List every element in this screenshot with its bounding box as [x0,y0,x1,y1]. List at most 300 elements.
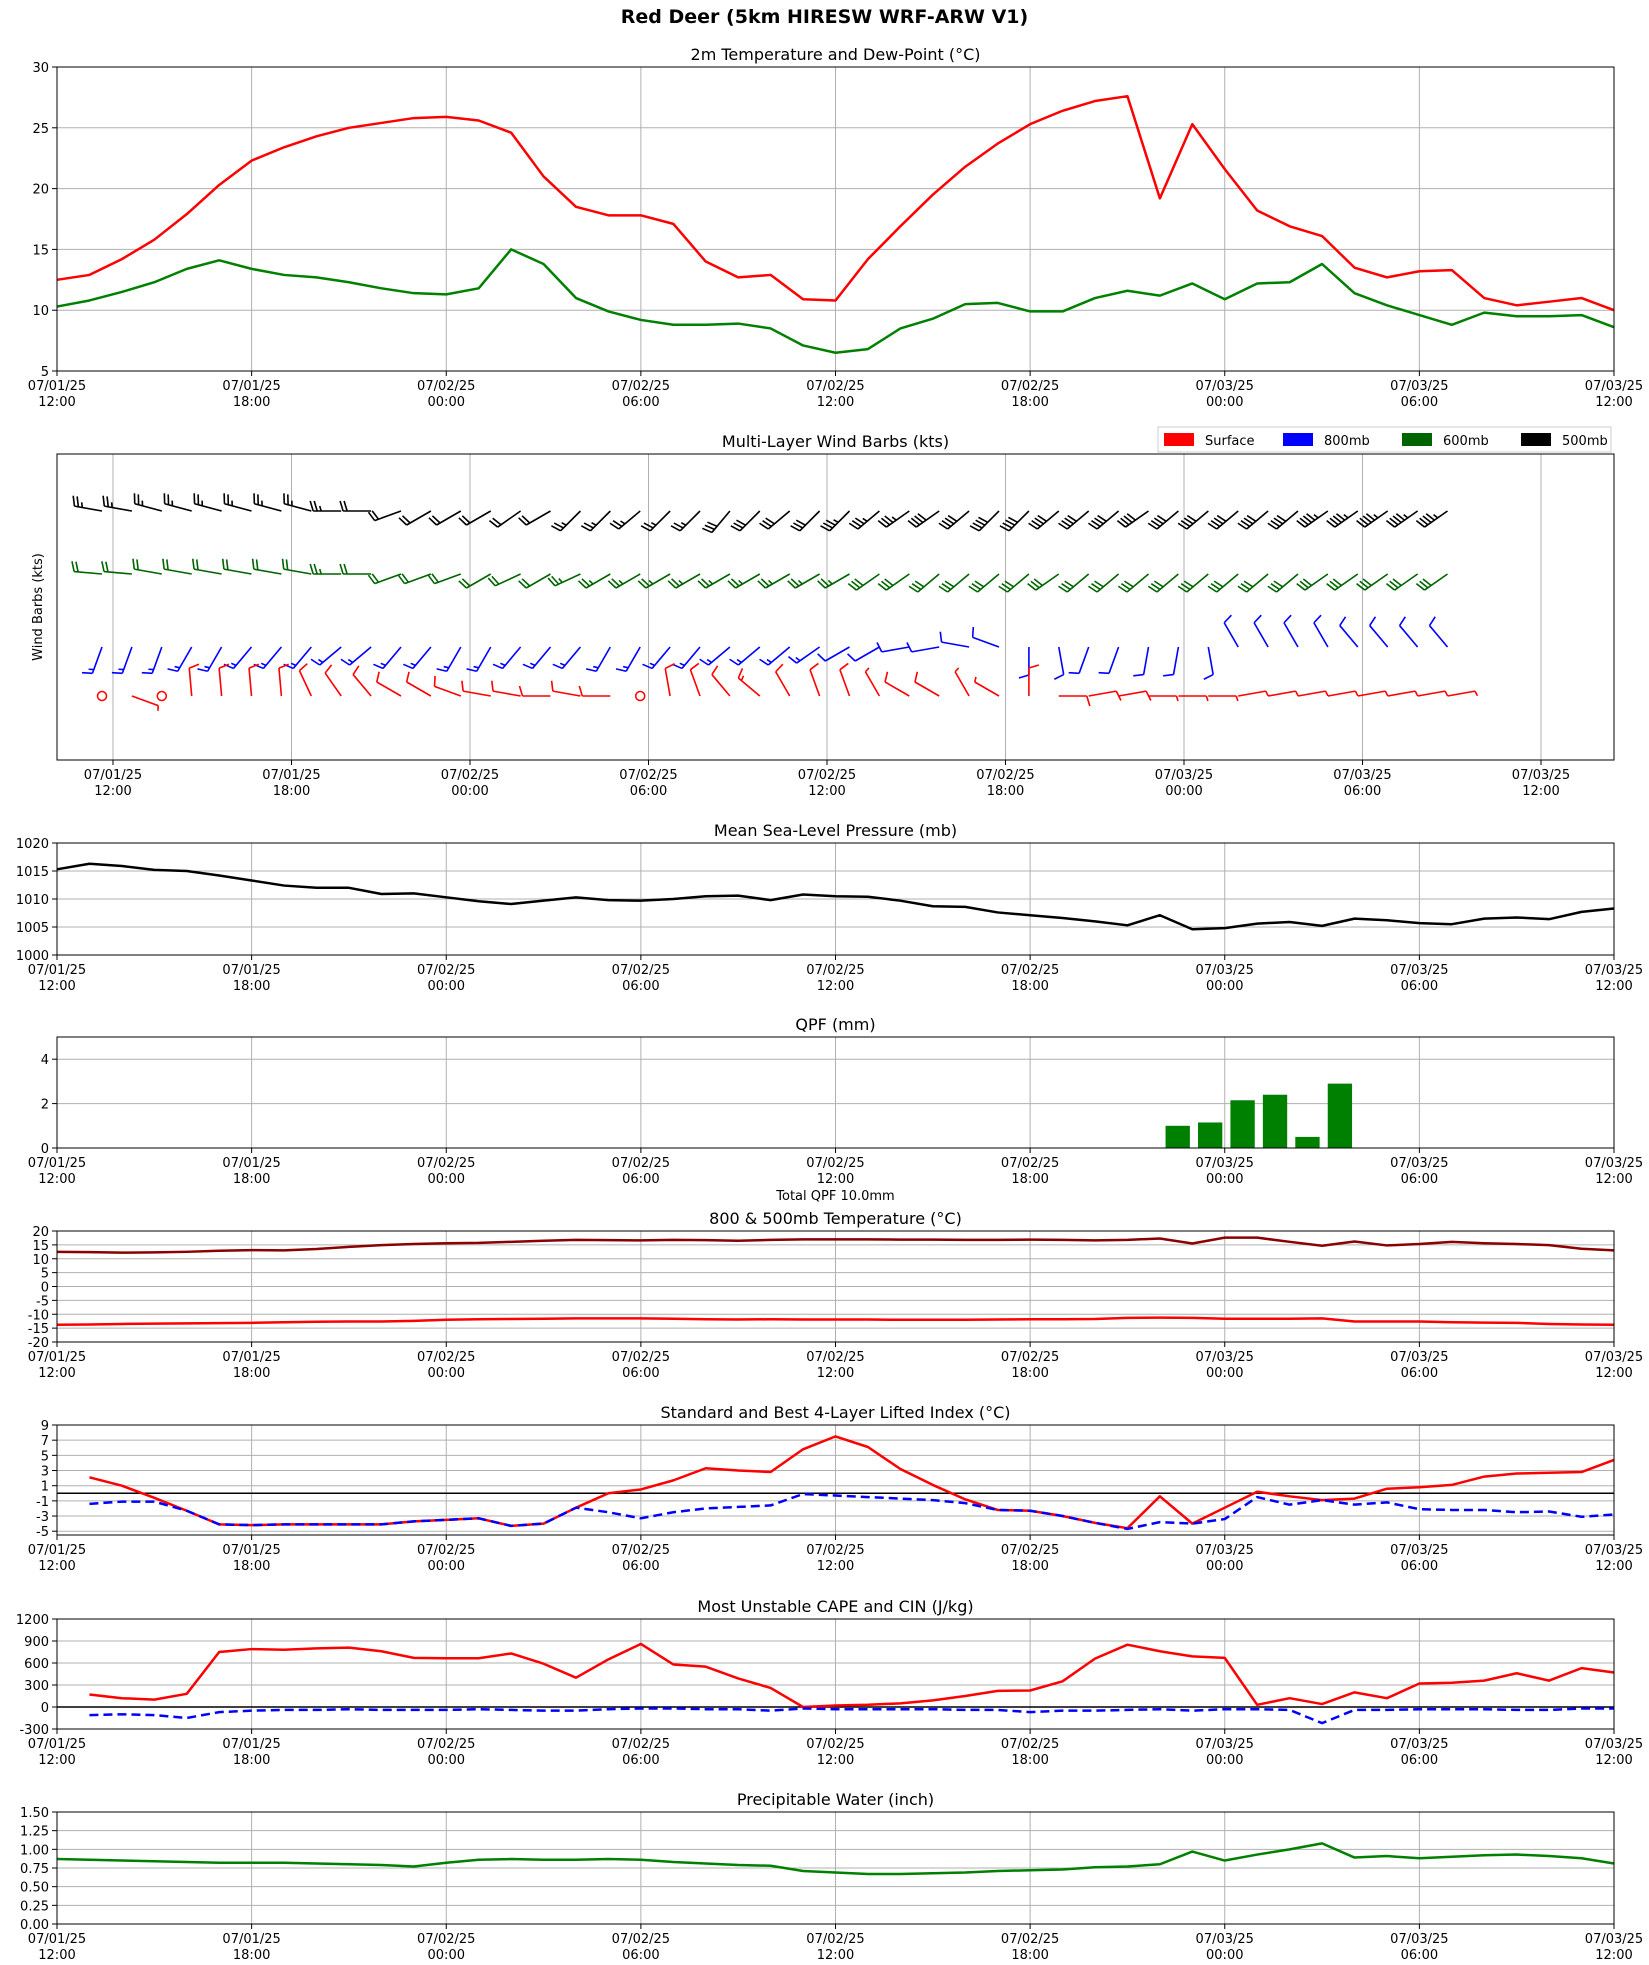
wind-barb-500mb [368,502,401,522]
wind-barb-flag [681,522,686,527]
wind-barb-flag [559,578,562,583]
wind-barb-Surface [1059,696,1090,706]
temp-x-tick-label: 12:00 [816,395,855,410]
wind-barb-800mb [616,642,640,674]
wind-barb-flag [1133,673,1143,678]
wind-barb-600mb [161,559,193,574]
wind-barb-staff [800,511,820,531]
qpf-y-tick-label: 4 [40,1053,49,1069]
wind-barb-staff [152,647,162,673]
wind-barb-flag [75,496,80,506]
wind-barb-flag [105,562,109,572]
qpf-x-tick-label: 07/03/25 [1195,1156,1254,1171]
wind-barb-staff [712,511,730,532]
wind-barb-600mb [281,559,313,574]
wind-barb-800mb [142,644,162,677]
wind-barb-staff [712,675,730,696]
t800500-x-tick-label: 06:00 [1400,1366,1439,1381]
wind-barb-staff [375,574,401,584]
li-x-tick-label: 00:00 [427,1559,465,1574]
wind-barb-600mb [1386,566,1417,592]
wind-barb-flag [411,662,416,666]
pw-x-tick-label: 00:00 [427,1948,465,1963]
wind-barb-staff [555,574,580,586]
wind-barb-500mb [101,496,133,511]
wind-barb-flag [774,664,784,672]
wind-barb-flag [788,655,796,665]
wind-barb-staff [325,673,341,696]
temp-y-tick-label: 5 [40,365,49,380]
wind-barb-staff [738,678,759,696]
cape-x-tick-label: 07/02/25 [611,1737,671,1752]
wind-barb-flag [348,659,352,664]
wind-barb-staff [293,647,311,668]
wind-barb-600mb [191,559,223,574]
wind-barb-staff [619,511,640,529]
wind-barb-flag [579,686,582,696]
wind-barb-500mb [1386,503,1417,529]
wind-barb-600mb [1118,566,1148,594]
wind-barb-flag [255,559,260,569]
cape-x-tick-label: 00:00 [427,1753,465,1768]
wind-barb-flag [760,657,769,667]
wind-barb-staff [413,647,431,668]
wind-barb-staff [164,569,192,574]
wind-barb-500mb [939,503,969,531]
wind-legend-label: 600mb [1443,434,1489,449]
qpf-y-tick-label: 0 [40,1142,49,1157]
wind-barb-staff [353,675,371,696]
cape-x-tick-label: 06:00 [1400,1753,1439,1768]
wind-barb-flag [1099,670,1109,676]
wind-barb-Surface [1388,691,1418,701]
wind-barb-600mb [969,566,999,594]
wind-barb-flag [650,662,655,666]
wind-barb-Surface [710,666,738,696]
wind-barb-staff [377,682,401,696]
wind-barb-staff [562,647,580,668]
wind-barb-staff [1174,647,1179,675]
wind-x-tick-label: 07/02/25 [619,768,678,783]
wind-barb-flag [281,559,286,569]
wind-barb-staff [1268,691,1296,696]
wind-barb-staff [596,647,610,671]
wind-barb-flag [251,559,256,569]
wind-barb-staff [680,511,700,531]
wind-barb-Surface [130,696,159,711]
t800500-y-tick-label: 10 [32,1252,49,1268]
wind-barb-staff [1358,691,1386,696]
wind-barb-flag [101,496,106,506]
wind-x-tick-label: 07/03/25 [1154,768,1214,783]
wind-barb-staff [165,504,192,511]
wind-barb-staff [1157,511,1178,529]
wind-barb-flag [341,657,350,667]
wind-barb-flag [340,564,343,574]
pw-x-tick-label: 07/02/25 [611,1932,671,1947]
qpf-bar [1295,1137,1319,1148]
wind-barb-flag [132,493,137,503]
mslp-x-tick-label: 07/01/25 [27,963,87,978]
wind-barb-flag [954,668,959,672]
cape-x-tick-label: 00:00 [1206,1753,1244,1768]
wind-barb-800mb [1163,645,1178,677]
t800500-x-tick-label: 07/02/25 [417,1350,476,1365]
wind-barb-600mb [878,566,909,592]
wind-barb-staff [1067,574,1088,592]
wind-barb-flag [710,666,720,675]
wind-barb-500mb [970,504,999,533]
wind-barb-flag [101,561,105,571]
wind-barb-500mb [192,493,225,511]
wind-barb-Surface [279,664,292,696]
qpf-x-tick-label: 07/02/25 [1000,1156,1060,1171]
wind-barb-500mb [519,502,551,526]
wind-barb-800mb [553,641,581,671]
wind-barb-800mb [1049,647,1064,679]
qpf-x-tick-label: 07/01/25 [27,1156,87,1171]
wind-barb-flag [374,672,382,682]
pw-x-tick-label: 07/03/25 [1195,1932,1254,1947]
wind-barb-staff [254,569,282,574]
wind-barb-600mb [1297,566,1328,592]
wind-barb-800mb [1312,615,1336,647]
wind-barb-staff [533,647,551,668]
wind-barb-800mb [907,637,939,652]
wind-barb-staff [320,647,341,665]
wind-barb-staff [1059,647,1064,675]
wind-barb-staff [263,647,281,668]
wind-barb-flag [863,517,867,522]
wind-barb-staff [840,670,850,696]
li-title: Standard and Best 4-Layer Lifted Index (°C) [660,1403,1011,1422]
wind-barb-flag [157,706,160,711]
wind-barb-Surface [404,672,436,696]
wind-barb-flag [1253,615,1263,623]
wind-barb-staff [948,511,969,529]
wind-barb-500mb [1208,503,1238,531]
wind-barb-flag [310,501,313,511]
wind-barb-flag [739,580,743,585]
wind-barb-500mb [1268,503,1298,531]
li-y-tick-label: 1 [40,1479,49,1495]
wind-barb-staff [1224,623,1238,647]
mslp-x-tick-label: 07/02/25 [611,963,671,978]
cape-x-tick-label: 07/02/25 [806,1737,865,1752]
wind-barb-flag [679,580,683,585]
wind-x-tick-label: 07/03/25 [1333,768,1392,783]
wind-barb-flag [1374,514,1378,519]
wind-barb-staff [1119,691,1147,696]
wind-barb-staff [104,572,132,574]
wind-barb-flag [1163,673,1173,678]
mslp-x-tick-label: 00:00 [427,979,465,994]
wind-barb-flag [560,662,565,666]
wind-barb-staff [1284,623,1298,647]
pw-x-tick-label: 07/01/25 [27,1932,87,1947]
qpf-x-tick-label: 12:00 [38,1172,76,1187]
wind-barb-staff [219,668,221,696]
wind-barb-flag [1326,691,1328,696]
wind-barb-staff [194,569,222,574]
mslp-x-tick-label: 06:00 [622,979,660,994]
wind-barb-Surface [1178,696,1208,701]
wind-barb-600mb [728,565,760,589]
cape-x-tick-label: 07/03/25 [1584,1737,1644,1752]
cape-series-0-line [89,1644,1614,1707]
wind-barb-500mb [641,504,670,533]
wind-barb-flag [550,681,555,691]
wind-barb-staff [738,647,759,665]
temp-x-tick-label: 07/02/25 [806,379,865,394]
cape-x-tick-label: 07/01/25 [222,1737,281,1752]
wind-barb-800mb [1368,617,1396,647]
wind-x-tick-label: 06:00 [629,784,668,799]
wind-barb-600mb [698,565,730,589]
wind-barb-flag [381,662,386,666]
wind-barb-flag [1177,696,1179,701]
wind-barb-Surface [1298,691,1328,701]
wind-barb-staff [1277,511,1298,529]
li-x-tick-label: 07/03/25 [1584,1543,1644,1558]
pw-x-tick-label: 12:00 [816,1948,855,1963]
wind-barb-Surface [865,668,884,696]
wind-barb-flag [1385,691,1387,696]
wind-barb-500mb [908,503,939,529]
wind-barb-800mb [112,644,132,677]
wind-barb-flag [231,662,236,666]
wind-barb-Surface [1119,691,1151,706]
wind-x-tick-label: 18:00 [986,784,1025,799]
wind-barb-staff [526,511,550,525]
li-series-1-line [89,1494,1614,1529]
wind-barb-flag [142,670,152,676]
wind-barb-flag [1312,615,1322,623]
wind-barb-600mb [1059,566,1089,594]
wind-barb-600mb [909,566,939,594]
t800500-x-tick-label: 07/01/25 [27,1350,87,1365]
wind-barb-flag [281,493,286,503]
qpf-x-tick-label: 18:00 [232,1172,271,1187]
wind-barb-staff [1009,511,1029,531]
wind-barb-flag [75,562,79,572]
cape-x-tick-label: 07/03/25 [1195,1737,1254,1752]
wind-legend-label: Surface [1205,434,1255,449]
wind-barb-staff [626,647,640,671]
wind-barb-flag [707,659,711,664]
wind-barb-flag [700,657,709,667]
wind-barb-flag [1445,691,1447,696]
wind-barb-flag [520,686,523,696]
wind-barb-Surface [809,663,829,696]
wind-barb-flag [351,666,361,675]
wind-barb-flag [1434,514,1438,519]
wind-barb-500mb [429,502,461,526]
qpf-x-tick-label: 00:00 [427,1172,465,1187]
wind-barb-flag [261,662,266,666]
wind-barb-flag [769,580,773,585]
wind-barb-800mb [197,642,221,674]
wind-barb-flag [221,559,226,569]
wind-barb-flag [1344,514,1348,519]
wind-title: Multi-Layer Wind Barbs (kts) [721,432,950,451]
cape-y-tick-label: 1200 [15,1613,49,1628]
mslp-y-tick-label: 1015 [15,865,49,880]
wind-barb-staff [495,574,520,586]
wind-barb-600mb [71,561,103,574]
wind-barb-800mb [1198,647,1213,679]
li-y-tick-label: -3 [36,1510,49,1526]
t800500-y-tick-label: 5 [40,1266,49,1282]
wind-barb-800mb [877,637,909,652]
wind-barb-flag [592,522,597,527]
temp-x-tick-label: 07/01/25 [222,379,281,394]
wind-barb-staff [383,647,401,668]
wind-barb-600mb [578,565,610,589]
wind-barb-staff [948,574,969,592]
wind-barb-800mb [1069,644,1089,677]
wind-barb-flag [136,494,141,504]
li-y-tick-label: -5 [36,1525,49,1541]
wind-barb-flag [1404,514,1408,519]
pw-x-tick-label: 07/02/25 [806,1932,865,1947]
li-x-tick-label: 07/02/25 [1000,1543,1060,1558]
t800500-x-tick-label: 07/03/25 [1195,1350,1254,1365]
wind-x-tick-label: 06:00 [1343,784,1382,799]
t800500-title: 800 & 500mb Temperature (°C) [709,1209,962,1228]
wind-barb-flag [131,559,136,569]
li-y-tick-label: 9 [40,1419,49,1434]
temp-x-tick-label: 07/02/25 [611,379,671,394]
wind-barb-flag [1283,615,1293,623]
wind-barb-staff [1247,511,1268,529]
mslp-x-tick-label: 07/03/25 [1584,963,1644,978]
wind-barb-500mb [1088,503,1118,531]
wind-barb-600mb [668,565,700,589]
qpf-x-tick-label: 07/01/25 [222,1156,281,1171]
qpf-bar [1198,1122,1222,1148]
wind-barb-Surface [432,676,465,696]
temp-y-tick-label: 25 [32,121,49,137]
wind-barb-staff [1388,691,1416,696]
wind-barb-600mb [310,564,341,574]
wind-x-tick-label: 12:00 [1522,784,1560,799]
wind-barb-flag [651,522,656,527]
wind-barb-staff [918,574,939,592]
mslp-x-tick-label: 07/01/25 [222,963,281,978]
wind-barb-Surface [882,672,914,696]
wind-barb-Surface [490,681,522,696]
mslp-x-tick-label: 00:00 [1206,979,1244,994]
t800500-y-tick-label: -5 [36,1294,49,1310]
wind-barb-staff [249,668,251,696]
qpf-bar [1328,1084,1352,1148]
wind-barb-flag [340,501,343,511]
wind-barb-800mb [373,641,401,671]
wind-barb-flag [818,652,826,662]
wind-barb-flag [135,559,140,569]
mslp-x-tick-label: 07/03/25 [1390,963,1449,978]
wind-barb-flag [1029,665,1039,668]
wind-barb-flag [1223,615,1233,623]
wind-legend-swatch [1521,433,1551,446]
wind-barb-Surface [374,672,406,696]
wind-barb-staff [299,671,311,696]
li-y-tick-label: 3 [40,1464,49,1480]
t800500-x-tick-label: 07/02/25 [1000,1350,1060,1365]
wind-barb-flag [192,493,197,503]
li-x-tick-label: 18:00 [1011,1559,1049,1574]
wind-barb-Surface [249,664,262,696]
wind-barb-500mb [671,504,700,533]
pw-y-tick-label: 0.50 [20,1880,49,1896]
mslp-x-tick-label: 07/03/25 [1195,963,1254,978]
wind-barb-flag [490,681,495,691]
qpf-x-tick-label: 00:00 [1206,1172,1244,1187]
pw-title: Precipitable Water (inch) [736,1790,935,1809]
t800500-x-tick-label: 18:00 [1011,1366,1049,1381]
pw-x-tick-label: 07/01/25 [222,1932,281,1947]
wind-barb-600mb [1416,566,1447,592]
li-x-tick-label: 18:00 [232,1559,271,1574]
wind-barb-staff [493,691,521,696]
wind-barb-600mb [368,565,401,585]
wind-barb-500mb [162,493,195,511]
t800500-x-tick-label: 00:00 [427,1366,465,1381]
wind-barb-600mb [848,566,879,592]
wind-barb-staff [708,647,729,665]
pw-y-tick-label: 0.75 [20,1862,49,1877]
wind-barb-800mb [1398,617,1426,647]
wind-x-tick-label: 07/01/25 [262,768,321,783]
wind-barb-staff [978,574,999,592]
wind-barb-staff [1340,626,1358,647]
wind-barb-flag [162,493,167,503]
wind-legend-label: 500mb [1562,434,1608,449]
temp-x-tick-label: 18:00 [1011,395,1049,410]
wind-barb-staff [407,682,431,696]
li-y-tick-label: 7 [40,1434,49,1450]
wind-barb-flag [1398,617,1408,626]
cape-x-tick-label: 07/01/25 [27,1737,87,1752]
wind-barb-flag [689,663,699,669]
qpf-x-tick-label: 18:00 [1011,1172,1049,1187]
li-x-tick-label: 07/02/25 [611,1543,671,1558]
wind-barb-600mb [251,559,283,574]
t800500-y-tick-label: -20 [27,1336,49,1351]
wind-barb-Surface [1448,691,1478,701]
qpf-x-tick-label: 07/03/25 [1584,1156,1644,1171]
t800500-x-tick-label: 00:00 [1206,1366,1244,1381]
wind-barb-800mb [284,641,312,671]
wind-x-tick-label: 07/01/25 [83,768,143,783]
wind-barb-staff [1208,647,1213,675]
wind-barb-flag [318,659,322,664]
mslp-y-tick-label: 1005 [15,921,49,936]
wind-barb-flag [1069,670,1079,676]
temp-y-tick-label: 15 [32,243,49,259]
wind-barb-600mb [818,565,850,589]
wind-barb-500mb [281,493,314,511]
wind-barb-flag [767,659,771,664]
pw-y-tick-label: 0.25 [20,1899,49,1915]
wind-barb-800mb [586,642,610,674]
wind-barb-flag [166,494,171,504]
wind-barb-flag [323,665,333,673]
wind-barb-staff [526,574,550,588]
wind-barb-flag [1296,691,1298,696]
wind-y-axis-label: Wind Barbs (kts) [31,553,46,661]
